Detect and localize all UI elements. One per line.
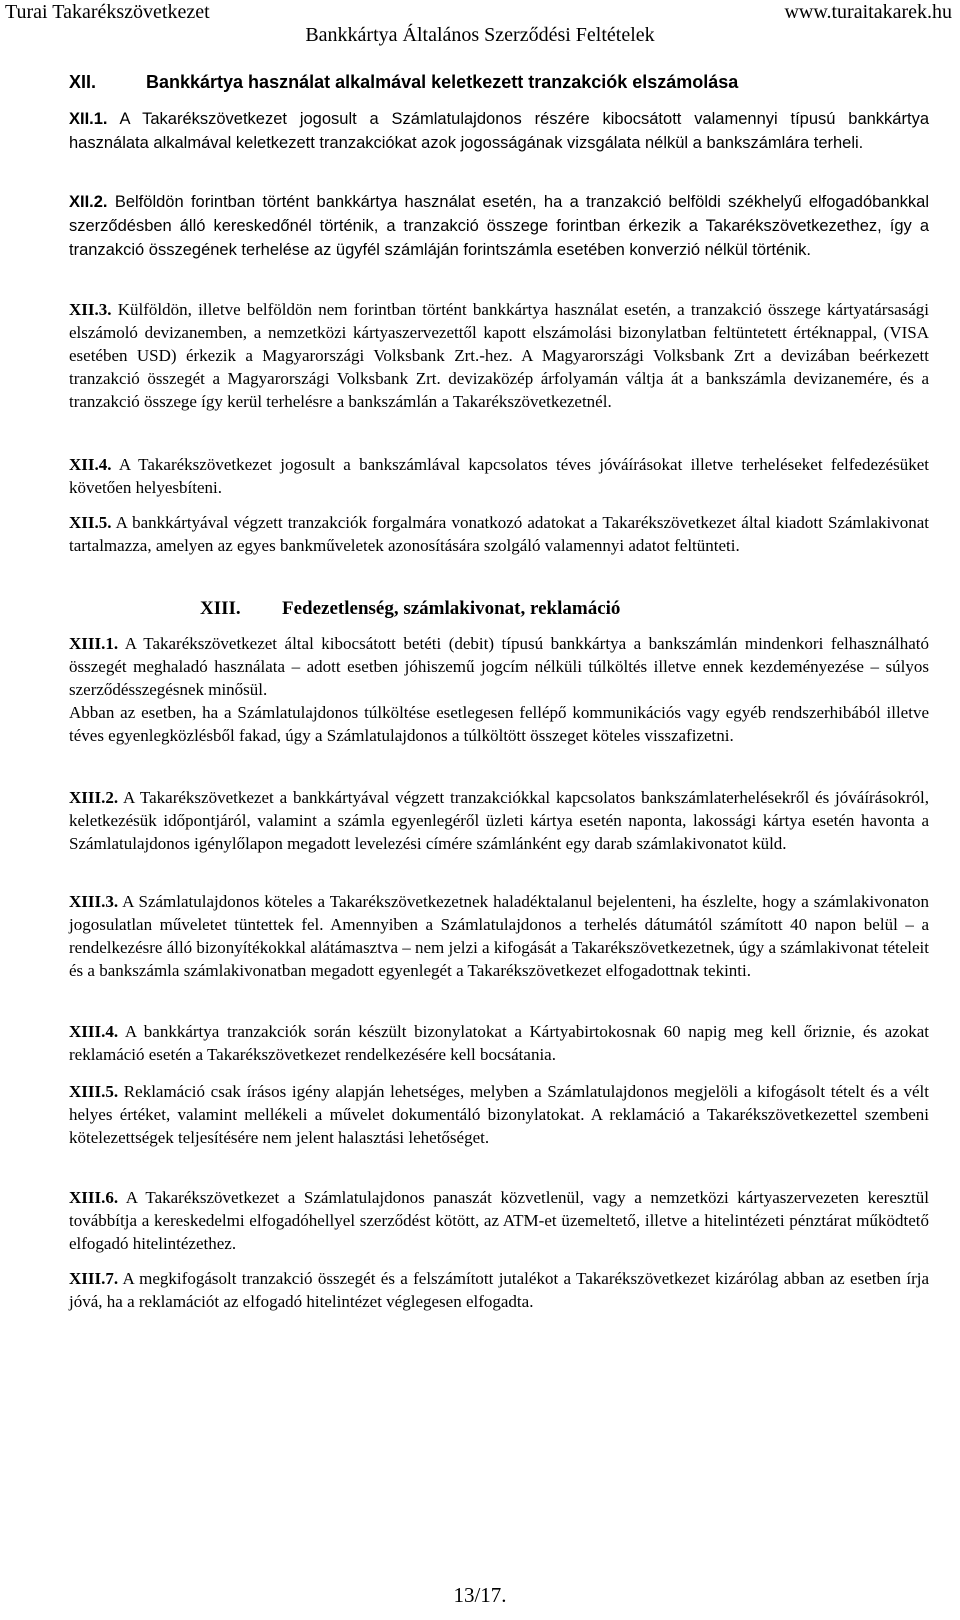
- paragraph-xiii-4: [69, 1020, 929, 1066]
- header-organization: Turai Takarékszövetkezet: [5, 1, 210, 23]
- paragraph-number: XIII.7.: [69, 1269, 119, 1288]
- paragraph-text: A Takarékszövetkezet által kibocsátott betéti (debit) típusú bankkártya a bankszámlán mindenkori felhasználható összegét meghaladó használata – adott esetben jóhiszemű jogcím nélküli túlköltés illetve ennek kezdeményezése – súlyos szerződésszegésnek minősül.: [69, 634, 929, 699]
- paragraph-text: A bankkártya tranzakciók során készült bizonylatokat a Kártyabirtokosnak 60 napig meg kell őriznie, és azokat reklamáció esetén a Takarékszövetkezet rendelkezésére kell bocsátania.: [69, 1022, 929, 1064]
- section-heading-xii: [69, 68, 738, 96]
- paragraph-text: A Takarékszövetkezet a bankkártyával végzett tranzakciókkal kapcsolatos bankszámlaterhelésekről és jóváírásokról, keletkezésük időpontjáról, valamint a számla egyenlegéről üzleti kártya esetén naponta, lakossági kártya esetén havonta a Számlatulajdonos igénylőlapon megadott levelezési címére számlánként egy darab számlakivonatot küld.: [69, 788, 929, 853]
- paragraph-text: Reklamáció csak írásos igény alapján lehetséges, melyben a Számlatulajdonos megjelöli a kifogásolt tételt és a vélt helyes értéket, valamint mellékeli a művelet dokumentáló bizonylatokat. A reklamáció a Takarékszövetkezettel szembeni kötelezettségek teljesítésére nem jelent halasztási lehetőséget.: [69, 1082, 929, 1147]
- paragraph-text: A Számlatulajdonos köteles a Takarékszövetkezetnek haladéktalanul bejelenteni, ha észlelte, hogy a számlakivonaton jogosulatlan műveletet tüntettek fel. Amennyiben a Számlatulajdonos a terhelés dátumától számított 40 napon belül – a rendelkezésre álló bizonyítékokkal alátámasztva – nem jelzi a kifogását a Takarékszövetkezetnek, úgy a számlakivonat tételeit és a bankszámla számlakivonatban megadott egyenlegét a Takarékszövetkezet elfogadottnak tekinti.: [69, 892, 929, 980]
- paragraph-text: A bankkártyával végzett tranzakciók forgalmára vonatkozó adatokat a Takarékszövetkezet által kiadott Számlakivonat tartalmazza, amelyen az egyes bankműveletek azonosítására szolgáló valamennyi adatot feltünteti.: [69, 513, 929, 555]
- page-number: 13/17.: [453, 1583, 507, 1607]
- paragraph-xiii-6: [69, 1186, 929, 1255]
- paragraph-number: XIII.3.: [69, 892, 119, 911]
- paragraph-text-continuation: Abban az esetben, ha a Számlatulajdonos túlköltése esetlegesen fellépő kommunikációs vagy egyéb rendszerhibából illetve téves egyenlegközlésből fakad, úgy a Számlatulajdonos a túlköltött összeget köteles visszafizetni.: [69, 703, 929, 745]
- paragraph-number: XII.1.: [69, 110, 108, 128]
- paragraph-number: XII.4.: [69, 455, 112, 474]
- paragraph-xii-2: [69, 190, 929, 262]
- paragraph-xii-1: [69, 107, 929, 155]
- header-website: www.turaitakarek.hu: [784, 1, 952, 23]
- paragraph-text: Belföldön forintban történt bankkártya használat esetén, ha a tranzakció belföldi székhelyű elfogadóbankkal szerződésben álló kereskedőnél történik, a tranzakció összege forintban érkezik a Takarékszövetkezethez, így a tranzakció összegének terhelése az ügyfél számláján forintszámla esetében konverzió nélkül történik.: [69, 193, 929, 259]
- paragraph-xiii-2: [69, 786, 929, 855]
- paragraph-xii-3: [69, 298, 929, 413]
- paragraph-number: XIII.4.: [69, 1022, 119, 1041]
- paragraph-number: XII.5.: [69, 513, 112, 532]
- paragraph-xiii-3: [69, 890, 929, 982]
- section-number: XII.: [69, 72, 97, 92]
- paragraph-number: XIII.2.: [69, 788, 119, 807]
- section-number: XIII.: [200, 598, 241, 619]
- paragraph-text: A Takarékszövetkezet a Számlatulajdonos panaszát közvetlenül, vagy a nemzetközi kártyaszervezeten keresztül továbbítja a kereskedelmi elfogadóhellyel szerződést kötött, az ATM-et üzemeltető, illetve a hitelintézeti pénztárat működtető elfogadó hitelintézethez.: [69, 1188, 929, 1253]
- paragraph-number: XII.2.: [69, 193, 108, 211]
- header-document-title: Bankkártya Általános Szerződési Feltételek: [305, 24, 655, 46]
- paragraph-number: XIII.5.: [69, 1082, 119, 1101]
- paragraph-number: XIII.6.: [69, 1188, 119, 1207]
- paragraph-text: A megkifogásolt tranzakció összegét és a felszámított jutalékot a Takarékszövetkezet kizárólag abban az esetben írja jóvá, ha a reklamációt az elfogadó hitelintézet véglegesen elfogadta.: [69, 1269, 929, 1311]
- paragraph-text: A Takarékszövetkezet jogosult a Számlatulajdonos részére kibocsátott valamennyi típusú bankkártya használata alkalmával keletkezett tranzakciókat azok jogosságának vizsgálata nélkül a bankszámlára terheli.: [69, 110, 929, 152]
- paragraph-xiii-1: [69, 632, 929, 747]
- paragraph-xii-5: [69, 511, 929, 557]
- section-heading-xiii: [200, 597, 620, 621]
- paragraph-text: Külföldön, illetve belföldön nem forintban történt bankkártya használat esetén, a tranzakció összege kártyatársasági elszámoló devizanemben, a nemzetközi kártyaszervezettől kapott elszámolási bizonylatban feltüntetett értéknappal, (VISA esetében USD) érkezik a Magyarországi Volksbank Zrt.-hez. A Magyarországi Volksbank Zrt a devizában beérkezett tranzakció összegét a Magyarországi Volksbank Zrt. devizaközép árfolyamán váltja át a bankszámla devizanemére, és a tranzakció összege így kerül terhelésre a bankszámlán a Takarékszövetkezetnél.: [69, 300, 929, 411]
- paragraph-number: XIII.1.: [69, 634, 119, 653]
- paragraph-text: A Takarékszövetkezet jogosult a bankszámlával kapcsolatos téves jóváírásokat illetve terheléseket felfedezésüket követően helyesbíteni.: [69, 455, 929, 497]
- section-title: Fedezetlenség, számlakivonat, reklamáció: [282, 598, 621, 619]
- section-title: Bankkártya használat alkalmával keletkezett tranzakciók elszámolása: [146, 72, 739, 92]
- paragraph-xiii-7: [69, 1267, 929, 1313]
- paragraph-xiii-5: [69, 1080, 929, 1149]
- paragraph-xii-4: [69, 453, 929, 499]
- paragraph-number: XII.3.: [69, 300, 112, 319]
